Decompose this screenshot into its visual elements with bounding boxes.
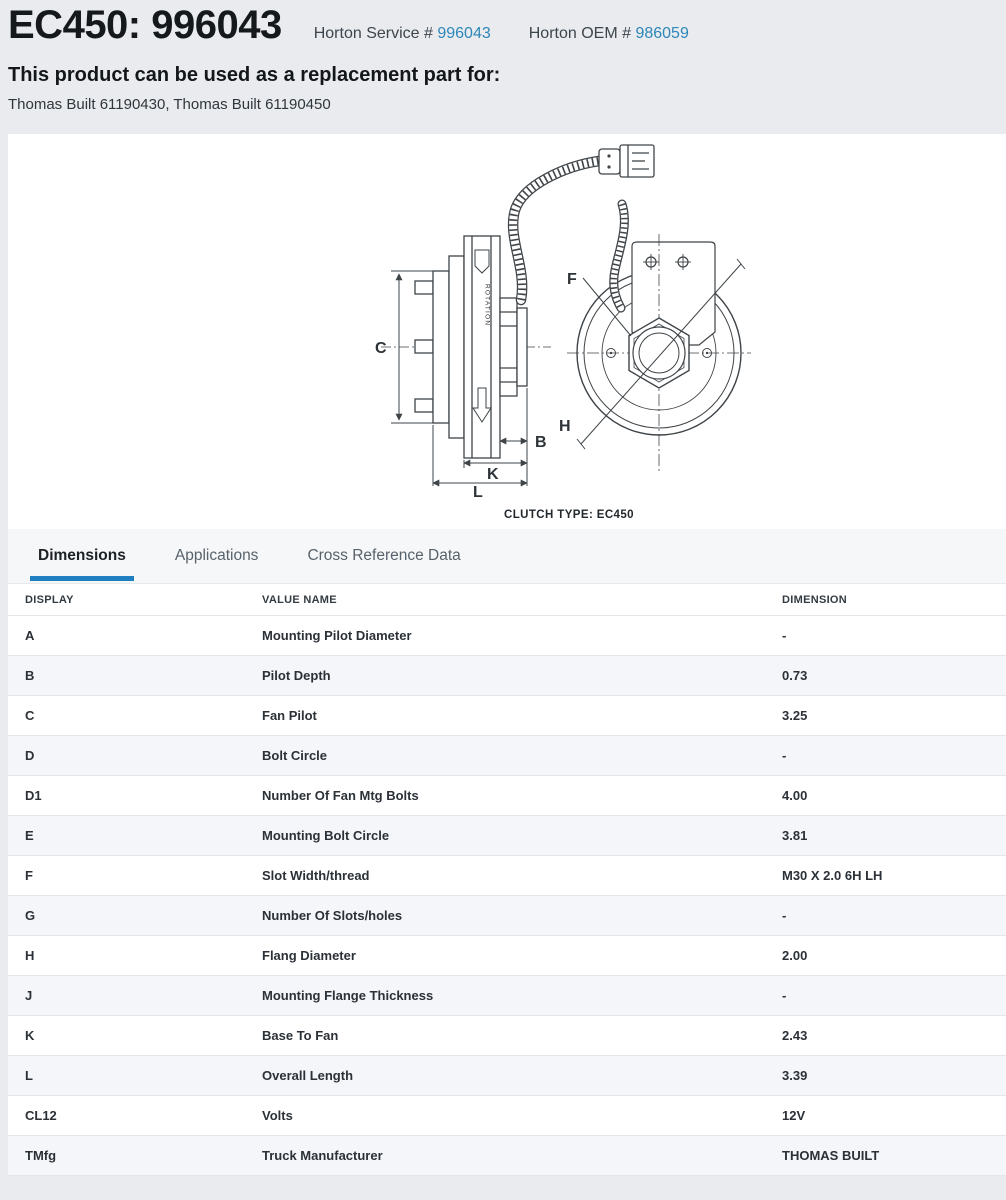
cell-display: C: [25, 708, 35, 723]
cell-value-name: Pilot Depth: [262, 668, 331, 683]
cell-dimension: 3.39: [782, 1068, 808, 1083]
cell-display: J: [25, 988, 33, 1003]
cell-value-name: Fan Pilot: [262, 708, 317, 723]
table-row: [8, 816, 1006, 856]
page-title: EC450: 996043: [8, 3, 282, 47]
table-row: [8, 1016, 1006, 1056]
cell-display: F: [25, 868, 33, 883]
cell-display: H: [25, 948, 35, 963]
dim-label-f: F: [567, 271, 577, 288]
replacement-heading: This product can be used as a replacement part for:: [8, 64, 501, 86]
dimensions-table: [8, 584, 1006, 1176]
cell-display: CL12: [25, 1108, 57, 1123]
cable-coil: [513, 161, 599, 300]
cell-value-name: Flang Diameter: [262, 948, 356, 963]
cell-value-name: Truck Manufacturer: [262, 1148, 383, 1163]
cell-dimension: 2.43: [782, 1028, 808, 1043]
replacement-models: Thomas Built 61190430, Thomas Built 61190450: [8, 96, 331, 113]
cell-dimension: 4.00: [782, 788, 808, 803]
table-row: [8, 736, 1006, 776]
cell-dimension: 3.81: [782, 828, 808, 843]
column-header-display: DISPLAY: [25, 593, 74, 606]
cell-dimension: 0.73: [782, 668, 808, 683]
table-row: [8, 1136, 1006, 1176]
horton-oem-label: Horton OEM #: [528, 25, 631, 42]
table-row: [8, 1096, 1006, 1136]
diagram-caption: CLUTCH TYPE: EC450: [504, 509, 634, 521]
tab-applications[interactable]: Applications: [174, 547, 259, 564]
table-row: [8, 936, 1006, 976]
cell-dimension: 3.25: [782, 708, 808, 723]
rotation-text: ROTATION: [483, 284, 491, 327]
table-row: [8, 976, 1006, 1016]
cell-dimension: M30 X 2.0 6H LH: [782, 868, 883, 883]
table-row: [8, 896, 1006, 936]
cell-dimension: THOMAS BUILT: [782, 1148, 880, 1163]
dim-label-k: K: [487, 466, 499, 483]
horton-service-number: [314, 25, 491, 43]
table-row: [8, 696, 1006, 736]
cell-display: B: [25, 668, 35, 683]
table-row: [8, 616, 1006, 656]
cell-display: D: [25, 748, 35, 763]
cell-dimension: 12V: [782, 1108, 806, 1123]
cell-display: A: [25, 628, 35, 643]
cell-value-name: Mounting Pilot Diameter: [262, 628, 412, 643]
tab-bar: [8, 529, 1006, 584]
table-row: [8, 856, 1006, 896]
dim-label-l: L: [473, 484, 483, 498]
clutch-technical-diagram: [369, 138, 769, 498]
cell-dimension: -: [782, 908, 787, 923]
diagram-panel: [8, 134, 1006, 529]
page-header: [0, 0, 1006, 113]
cable-connector: [599, 145, 654, 177]
horton-service-label: Horton Service #: [313, 25, 433, 42]
cell-value-name: Number Of Slots/holes: [262, 908, 403, 923]
table-header-row: [8, 584, 1006, 616]
horton-service-link[interactable]: 996043: [437, 25, 491, 42]
cell-display: D1: [25, 788, 42, 803]
horton-oem-number: [529, 25, 689, 43]
cell-dimension: -: [782, 748, 787, 763]
cell-display: E: [25, 828, 34, 843]
cell-dimension: -: [782, 988, 787, 1003]
front-cable-coil: [614, 204, 625, 308]
cell-dimension: 2.00: [782, 948, 808, 963]
table-row: [8, 656, 1006, 696]
cell-value-name: Overall Length: [262, 1068, 354, 1083]
cell-dimension: -: [782, 628, 787, 643]
dim-label-c: C: [375, 340, 387, 357]
tab-dimensions[interactable]: Dimensions: [38, 529, 126, 584]
table-row: [8, 1056, 1006, 1096]
dim-label-h: H: [559, 418, 571, 435]
cell-value-name: Slot Width/thread: [262, 868, 370, 883]
dim-label-b: B: [535, 434, 547, 451]
cell-value-name: Volts: [262, 1108, 293, 1123]
table-row: [8, 776, 1006, 816]
cell-value-name: Mounting Bolt Circle: [262, 828, 390, 843]
column-header-value-name: VALUE NAME: [262, 593, 337, 606]
cell-value-name: Mounting Flange Thickness: [262, 988, 434, 1003]
cell-display: G: [25, 908, 36, 923]
horton-oem-link[interactable]: 986059: [635, 25, 689, 42]
cell-display: L: [25, 1068, 33, 1083]
cell-value-name: Base To Fan: [262, 1028, 339, 1043]
tab-cross-reference-data[interactable]: Cross Reference Data: [307, 547, 461, 564]
cell-value-name: Number Of Fan Mtg Bolts: [262, 788, 419, 803]
cell-display: K: [25, 1028, 35, 1043]
cell-value-name: Bolt Circle: [262, 748, 328, 763]
column-header-dimension: DIMENSION: [782, 593, 848, 606]
cell-display: TMfg: [25, 1148, 57, 1163]
